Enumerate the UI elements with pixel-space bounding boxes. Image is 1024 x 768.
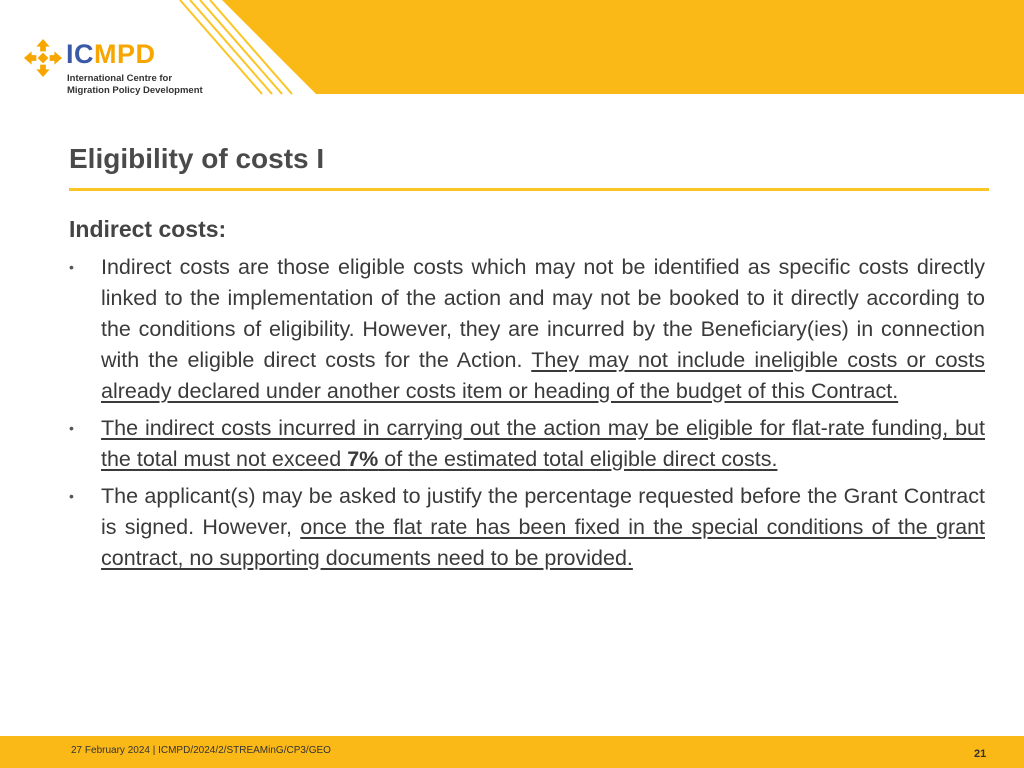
bullet-text-underlined: The indirect costs incurred in carrying out the action may be eligible for flat-rate funding, but the total must not exceed xyxy=(101,416,985,471)
bullet-item-flat-rate-funding xyxy=(69,413,985,475)
bullet-marker: • xyxy=(69,488,74,504)
logo-word-prefix: IC xyxy=(66,39,94,69)
logo-subtitle xyxy=(67,73,247,97)
footer-date-reference: 27 February 2024 | ICMPD/2024/2/STREAMinG/CP3/GEO xyxy=(71,745,331,756)
slide-title: Eligibility of costs I xyxy=(69,143,325,174)
bullet-text-underlined: They may not include ineligible costs or costs already declared under another costs item or heading of the budget of this Contract. xyxy=(101,348,985,403)
title-divider xyxy=(69,188,989,191)
icmpd-arrows-logo-icon xyxy=(24,38,62,78)
bullet-marker: • xyxy=(69,420,74,436)
slide-content xyxy=(69,214,985,580)
page-number: 21 xyxy=(974,748,987,760)
footer-bar xyxy=(0,736,1024,768)
flat-rate-percentage: 7% xyxy=(347,447,379,471)
bullet-text: The applicant(s) may be asked to justify the percentage requested before the Grant Contract is signed. However, xyxy=(101,484,985,539)
logo-word-suffix: MPD xyxy=(94,39,156,69)
bullet-marker: • xyxy=(69,259,74,275)
logo-wordmark xyxy=(66,39,156,69)
logo-subtitle-line1: International Centre for xyxy=(67,73,173,84)
bullet-item-indirect-costs-definition xyxy=(69,252,985,407)
bullet-text-underlined: of the estimated total eligible direct costs. xyxy=(378,447,778,471)
bullet-item-justify-percentage xyxy=(69,481,985,574)
bullet-text: Indirect costs are those eligible costs which may not be identified as specific costs directly linked to the implementation of the action and may not be booked to it directly according to the conditions of eligibility. However, they are incurred by the Beneficiary(ies) in connection with the eligible direct costs for the Action. xyxy=(101,255,985,372)
bullet-list xyxy=(69,252,985,574)
logo-subtitle-line2: Migration Policy Development xyxy=(67,85,203,96)
section-subheading: Indirect costs: xyxy=(69,216,227,242)
bullet-text-underlined: once the flat rate has been fixed in the special conditions of the grant contract, no supporting documents need to be provided. xyxy=(101,515,985,570)
